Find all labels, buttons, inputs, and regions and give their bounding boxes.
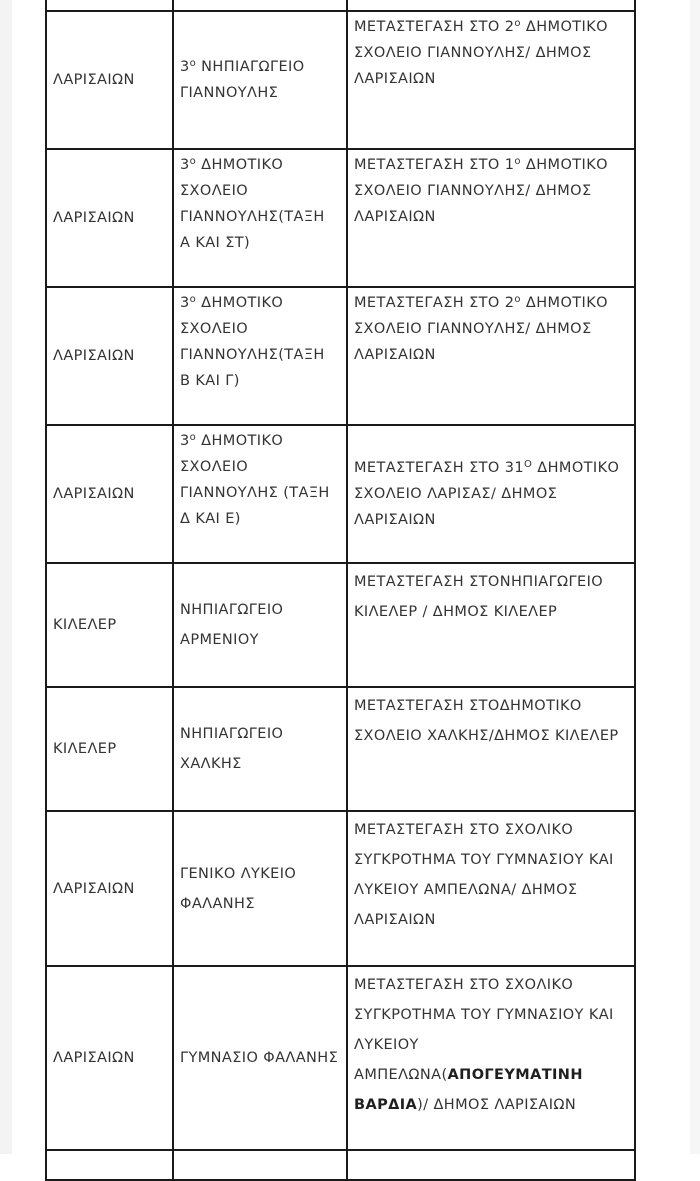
action-text: )/ ΔΗΜΟΣ ΛΑΡΙΣΑΙΩΝ — [417, 1097, 577, 1113]
table-row — [46, 563, 635, 687]
action-text: ΜΕΤΑΣΤΕΓΑΣΗ ΣΤΟ 2 — [354, 295, 515, 311]
school-cell — [173, 11, 347, 149]
action-cell: ΜΕΤΑΣΤΕΓΑΣΗ ΣΤΟ ΣΧΟΛΙΚΟ ΣΥΓΚΡΟΤΗΜΑ ΤΟΥ ΓΥΜΝΑΣΙΟΥ ΚΑΙ ΛΥΚΕΙΟΥ ΑΜΠΕΛΩΝΑ/ ΔΗΜΟΣ ΛΑΡΙΣΑΙΩΝ — [347, 811, 635, 966]
school-cell: ΓΥΜΝΑΣΙΟ ΦΑΛΑΝΗΣ — [173, 966, 347, 1150]
table-row — [46, 1150, 635, 1180]
action-text: ΜΕΤΑΣΤΕΓΑΣΗ ΣΤΟ ΣΧΟΛΙΚΟ ΣΥΓΚΡΟΤΗΜΑ ΤΟΥ ΓΥΜΝΑΣΙΟΥ ΚΑΙ ΛΥΚΕΙΟΥ ΑΜΠΕΛΩΝΑ( — [354, 977, 614, 1083]
region-cell: ΛΑΡΙΣΑΙΩΝ — [46, 287, 173, 425]
action-cell — [347, 0, 635, 11]
school-name: ΝΗΠΙΑΓΩΓΕΙΟ ΓΙΑΝΝΟΥΛΗΣ — [180, 59, 305, 101]
table-row — [46, 287, 635, 425]
school-cell: ΝΗΠΙΑΓΩΓΕΙΟ ΑΡΜΕΝΙΟΥ — [173, 563, 347, 687]
ordinal-superscript: ο — [189, 156, 197, 167]
action-cell — [347, 425, 635, 563]
school-cell — [173, 1150, 347, 1180]
school-name: ΔΗΜΟΤΙΚΟ ΣΧΟΛΕΙΟ ΓΙΑΝΝΟΥΛΗΣ(ΤΑΞΗ Β ΚΑΙ Γ) — [180, 295, 325, 389]
action-text: ΜΕΤΑΣΤΕΓΑΣΗ ΣΤΟ 2 — [354, 19, 515, 35]
table-row — [46, 11, 635, 149]
ordinal-superscript: Ο — [524, 459, 533, 470]
page-left-margin — [0, 0, 12, 1154]
ordinal-superscript: ο — [189, 294, 197, 305]
region-cell: ΚΙΛΕΛΕΡ — [46, 687, 173, 811]
ordinal-number: 3 — [180, 59, 190, 75]
school-cell — [173, 425, 347, 563]
action-cell — [347, 11, 635, 149]
ordinal-superscript: ο — [514, 294, 521, 305]
action-cell: ΜΕΤΑΣΤΕΓΑΣΗ ΣΤΟΔΗΜΟΤΙΚΟ ΣΧΟΛΕΙΟ ΧΑΛΚΗΣ/ΔΗΜΟΣ ΚΙΛΕΛΕΡ — [347, 687, 635, 811]
table-row — [46, 811, 635, 966]
action-cell: ΜΕΤΑΣΤΕΓΑΣΗ ΣΤΟΝΗΠΙΑΓΩΓΕΙΟ ΚΙΛΕΛΕΡ / ΔΗΜΟΣ ΚΙΛΕΛΕΡ — [347, 563, 635, 687]
action-cell — [347, 149, 635, 287]
action-text: ΔΗΜΟΤΙΚΟ ΣΧΟΛΕΙΟ ΛΑΡΙΣΑΣ/ ΔΗΜΟΣ ΛΑΡΙΣΑΙΩΝ — [354, 460, 620, 528]
region-cell: ΛΑΡΙΣΑΙΩΝ — [46, 149, 173, 287]
action-text: ΜΕΤΑΣΤΕΓΑΣΗ ΣΤΟ 1 — [354, 157, 515, 173]
school-cell: ΝΗΠΙΑΓΩΓΕΙΟ ΧΑΛΚΗΣ — [173, 687, 347, 811]
action-text: ΔΗΜΟΤΙΚΟ ΣΧΟΛΕΙΟ ΓΙΑΝΝΟΥΛΗΣ/ ΔΗΜΟΣ ΛΑΡΙΣΑΙΩΝ — [354, 157, 608, 225]
table-row — [46, 966, 635, 1150]
ordinal-superscript: ο — [514, 156, 521, 167]
region-cell — [46, 0, 173, 11]
school-name: ΔΗΜΟΤΙΚΟ ΣΧΟΛΕΙΟ ΓΙΑΝΝΟΥΛΗΣ(ΤΑΞΗ Α ΚΑΙ ΣΤ) — [180, 157, 325, 251]
action-text: ΔΗΜΟΤΙΚΟ ΣΧΟΛΕΙΟ ΓΙΑΝΝΟΥΛΗΣ/ ΔΗΜΟΣ ΛΑΡΙΣΑΙΩΝ — [354, 19, 608, 87]
school-cell — [173, 287, 347, 425]
action-text: ΜΕΤΑΣΤΕΓΑΣΗ ΣΤΟ 31 — [354, 460, 524, 476]
region-cell: ΛΑΡΙΣΑΙΩΝ — [46, 811, 173, 966]
ordinal-superscript: ο — [514, 18, 521, 29]
region-cell — [46, 1150, 173, 1180]
action-text: ΔΗΜΟΤΙΚΟ ΣΧΟΛΕΙΟ ΓΙΑΝΝΟΥΛΗΣ/ ΔΗΜΟΣ ΛΑΡΙΣΑΙΩΝ — [354, 295, 608, 363]
school-cell: ΓΕΝΙΚΟ ΛΥΚΕΙΟ ΦΑΛΑΝΗΣ — [173, 811, 347, 966]
region-cell: ΚΙΛΕΛΕΡ — [46, 563, 173, 687]
table-row — [46, 149, 635, 287]
region-cell: ΛΑΡΙΣΑΙΩΝ — [46, 966, 173, 1150]
school-cell — [173, 0, 347, 11]
action-cell — [347, 1150, 635, 1180]
school-name: ΔΗΜΟΤΙΚΟ ΣΧΟΛΕΙΟ ΓΙΑΝΝΟΥΛΗΣ (ΤΑΞΗ Δ ΚΑΙ Ε) — [180, 433, 330, 527]
ordinal-number: 3 — [180, 295, 190, 311]
action-cell — [347, 966, 635, 1150]
table-row — [46, 425, 635, 563]
ordinal-superscript: ο — [189, 432, 197, 443]
region-cell: ΛΑΡΙΣΑΙΩΝ — [46, 11, 173, 149]
action-cell — [347, 287, 635, 425]
ordinal-superscript: ο — [189, 58, 197, 69]
emphasis-text: ΑΠΟΓΕΥΜΑΤΙΝΗ ΒΑΡΔΙΑ — [354, 1067, 583, 1113]
table-row — [46, 0, 635, 11]
ordinal-number: 3 — [180, 157, 190, 173]
page-right-margin — [690, 0, 700, 1154]
school-cell — [173, 149, 347, 287]
table-row — [46, 687, 635, 811]
relocation-table — [45, 0, 636, 1181]
ordinal-number: 3 — [180, 433, 190, 449]
region-cell: ΛΑΡΙΣΑΙΩΝ — [46, 425, 173, 563]
